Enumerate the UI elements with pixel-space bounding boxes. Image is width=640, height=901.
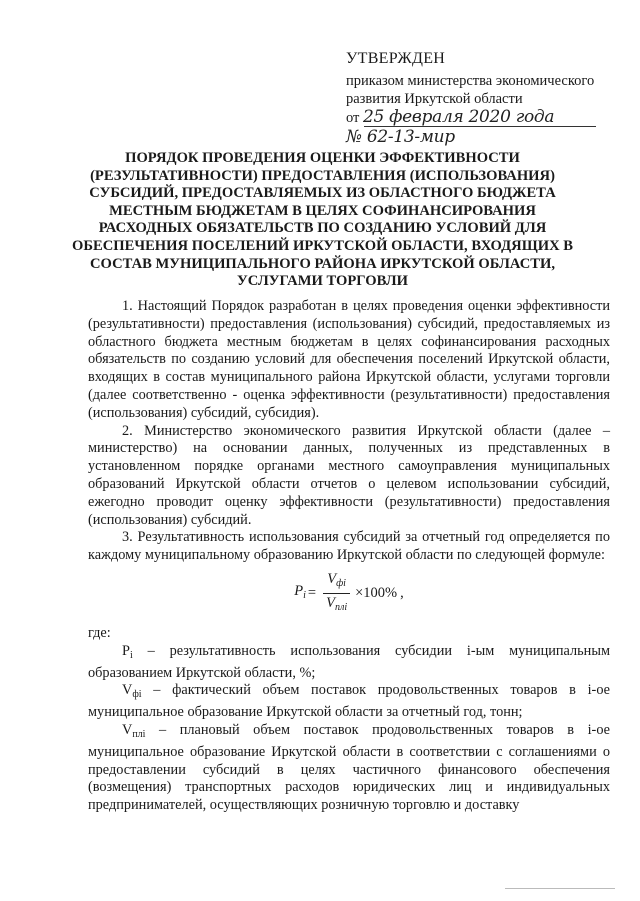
definition-p	[88, 643, 610, 683]
def-p-text: – результативность использования субсидии i-ым муниципальным образованием Иркутской области, %;	[88, 642, 610, 681]
formula-multiplier: ×100%	[355, 585, 398, 602]
approval-number-row	[346, 128, 636, 146]
def-vpl-text: – плановый объем поставок продовольственных товаров в i-ое муниципальное образование Иркутской области в соответствии с соглашениями о предоставлении субсидий в целях частичного финансового обеспечения (возмещения) транспортных расходов юридических лиц и индивидуальных предпринимателей, осуществляющих розничную торговлю и доставку	[88, 721, 610, 814]
formula-lhs-symbol: P	[294, 583, 304, 600]
formula-fraction	[322, 571, 351, 618]
paragraph-1: 1. Настоящий Порядок разработан в целях проведения оценки эффективности (результативности) предоставления (использования) субсидий, предоставляемых из областного бюджета местным бюджетам в целях софинансирования расходных обязательств по созданию условий для обеспечения поселений Иркутской области, входящих в состав муниципального района Иркутской области, услугами торговли (далее соответственно - оценка эффективности (результативности) предоставления (использования) субсидий, субсидия).	[88, 298, 610, 421]
paragraph-2: 2. Министерство экономического развития Иркутской области (далее – министерство) на основании данных, полученных из представленных в установленном порядке органами местного самоуправления муниципальных образований Иркутской области отчетов о целевом использовании субсидий, ежегодно проводит оценку эффективности (результативности) предоставления (использования) субсидий.	[88, 422, 610, 528]
def-vf-symbol: V	[122, 682, 133, 699]
where-label: где:	[88, 624, 111, 641]
handwritten-date: 25 февраля 2020 года	[363, 107, 555, 127]
def-vf-text: – фактический объем поставок продовольственных товаров в i-ое муниципальное образование Иркутской области за отчетный год, тонн;	[88, 682, 610, 721]
formula-denominator	[322, 594, 351, 617]
result-formula	[88, 567, 610, 621]
numerator-sub: фi	[336, 577, 346, 589]
def-p-symbol: P	[122, 642, 130, 659]
def-p-sub: i	[129, 649, 133, 661]
document-body	[88, 298, 610, 815]
approval-date-row	[346, 108, 636, 126]
handwritten-order-number: № 62-13-мир	[346, 127, 455, 147]
formula-equals: =	[307, 585, 317, 602]
def-vpl-symbol: V	[122, 721, 133, 738]
footer-divider	[505, 888, 615, 889]
definition-vpl	[88, 722, 610, 815]
approval-ministry-line: развития Иркутской области	[346, 91, 523, 107]
formula-numerator	[323, 571, 350, 595]
approval-date-prefix: от	[346, 110, 360, 126]
approval-block	[346, 50, 636, 146]
formula-trailing: ,	[400, 585, 404, 602]
def-vf-sub: фi	[132, 689, 142, 701]
paragraph-3: 3. Результативность использования субсидий за отчетный год определяется по каждому муниципальному образованию Иркутской области по следующей формуле:	[88, 529, 610, 564]
document-title: ПОРЯДОК ПРОВЕДЕНИЯ ОЦЕНКИ ЭФФЕКТИВНОСТИ (РЕЗУЛЬТАТИВНОСТИ) ПРЕДОСТАВЛЕНИЯ (ИСПОЛЬЗОВАНИЯ) СУБСИДИЙ, ПРЕДОСТАВЛЯЕМЫХ ИЗ ОБЛАСТНОГО БЮДЖЕТА МЕСТНЫМ БЮДЖЕТАМ В ЦЕЛЯХ СОФИНАНСИРОВАНИЯ РАСХОДНЫХ ОБЯЗАТЕЛЬСТВ ПО СОЗДАНИЮ УСЛОВИЙ ДЛЯ ОБЕСПЕЧЕНИЯ ПОСЕЛЕНИЙ ИРКУТСКОЙ ОБЛАСТИ, ВХОДЯЩИХ В СОСТАВ МУНИЦИПАЛЬНОГО РАЙОНА ИРКУТСКОЙ ОБЛАСТИ, УСЛУГАМИ ТОРГОВЛИ	[72, 150, 573, 290]
numerator-symbol: V	[327, 570, 337, 587]
denominator-sub: плi	[334, 602, 348, 614]
denominator-symbol: V	[326, 595, 335, 612]
approval-order-line: приказом министерства экономического	[346, 73, 595, 89]
formula-lhs	[294, 583, 306, 605]
approval-heading: УТВЕРЖДЕН	[346, 50, 446, 67]
definition-vf	[88, 682, 610, 722]
formula-lhs-sub: i	[303, 590, 306, 602]
def-vpl-sub: плi	[132, 728, 146, 740]
